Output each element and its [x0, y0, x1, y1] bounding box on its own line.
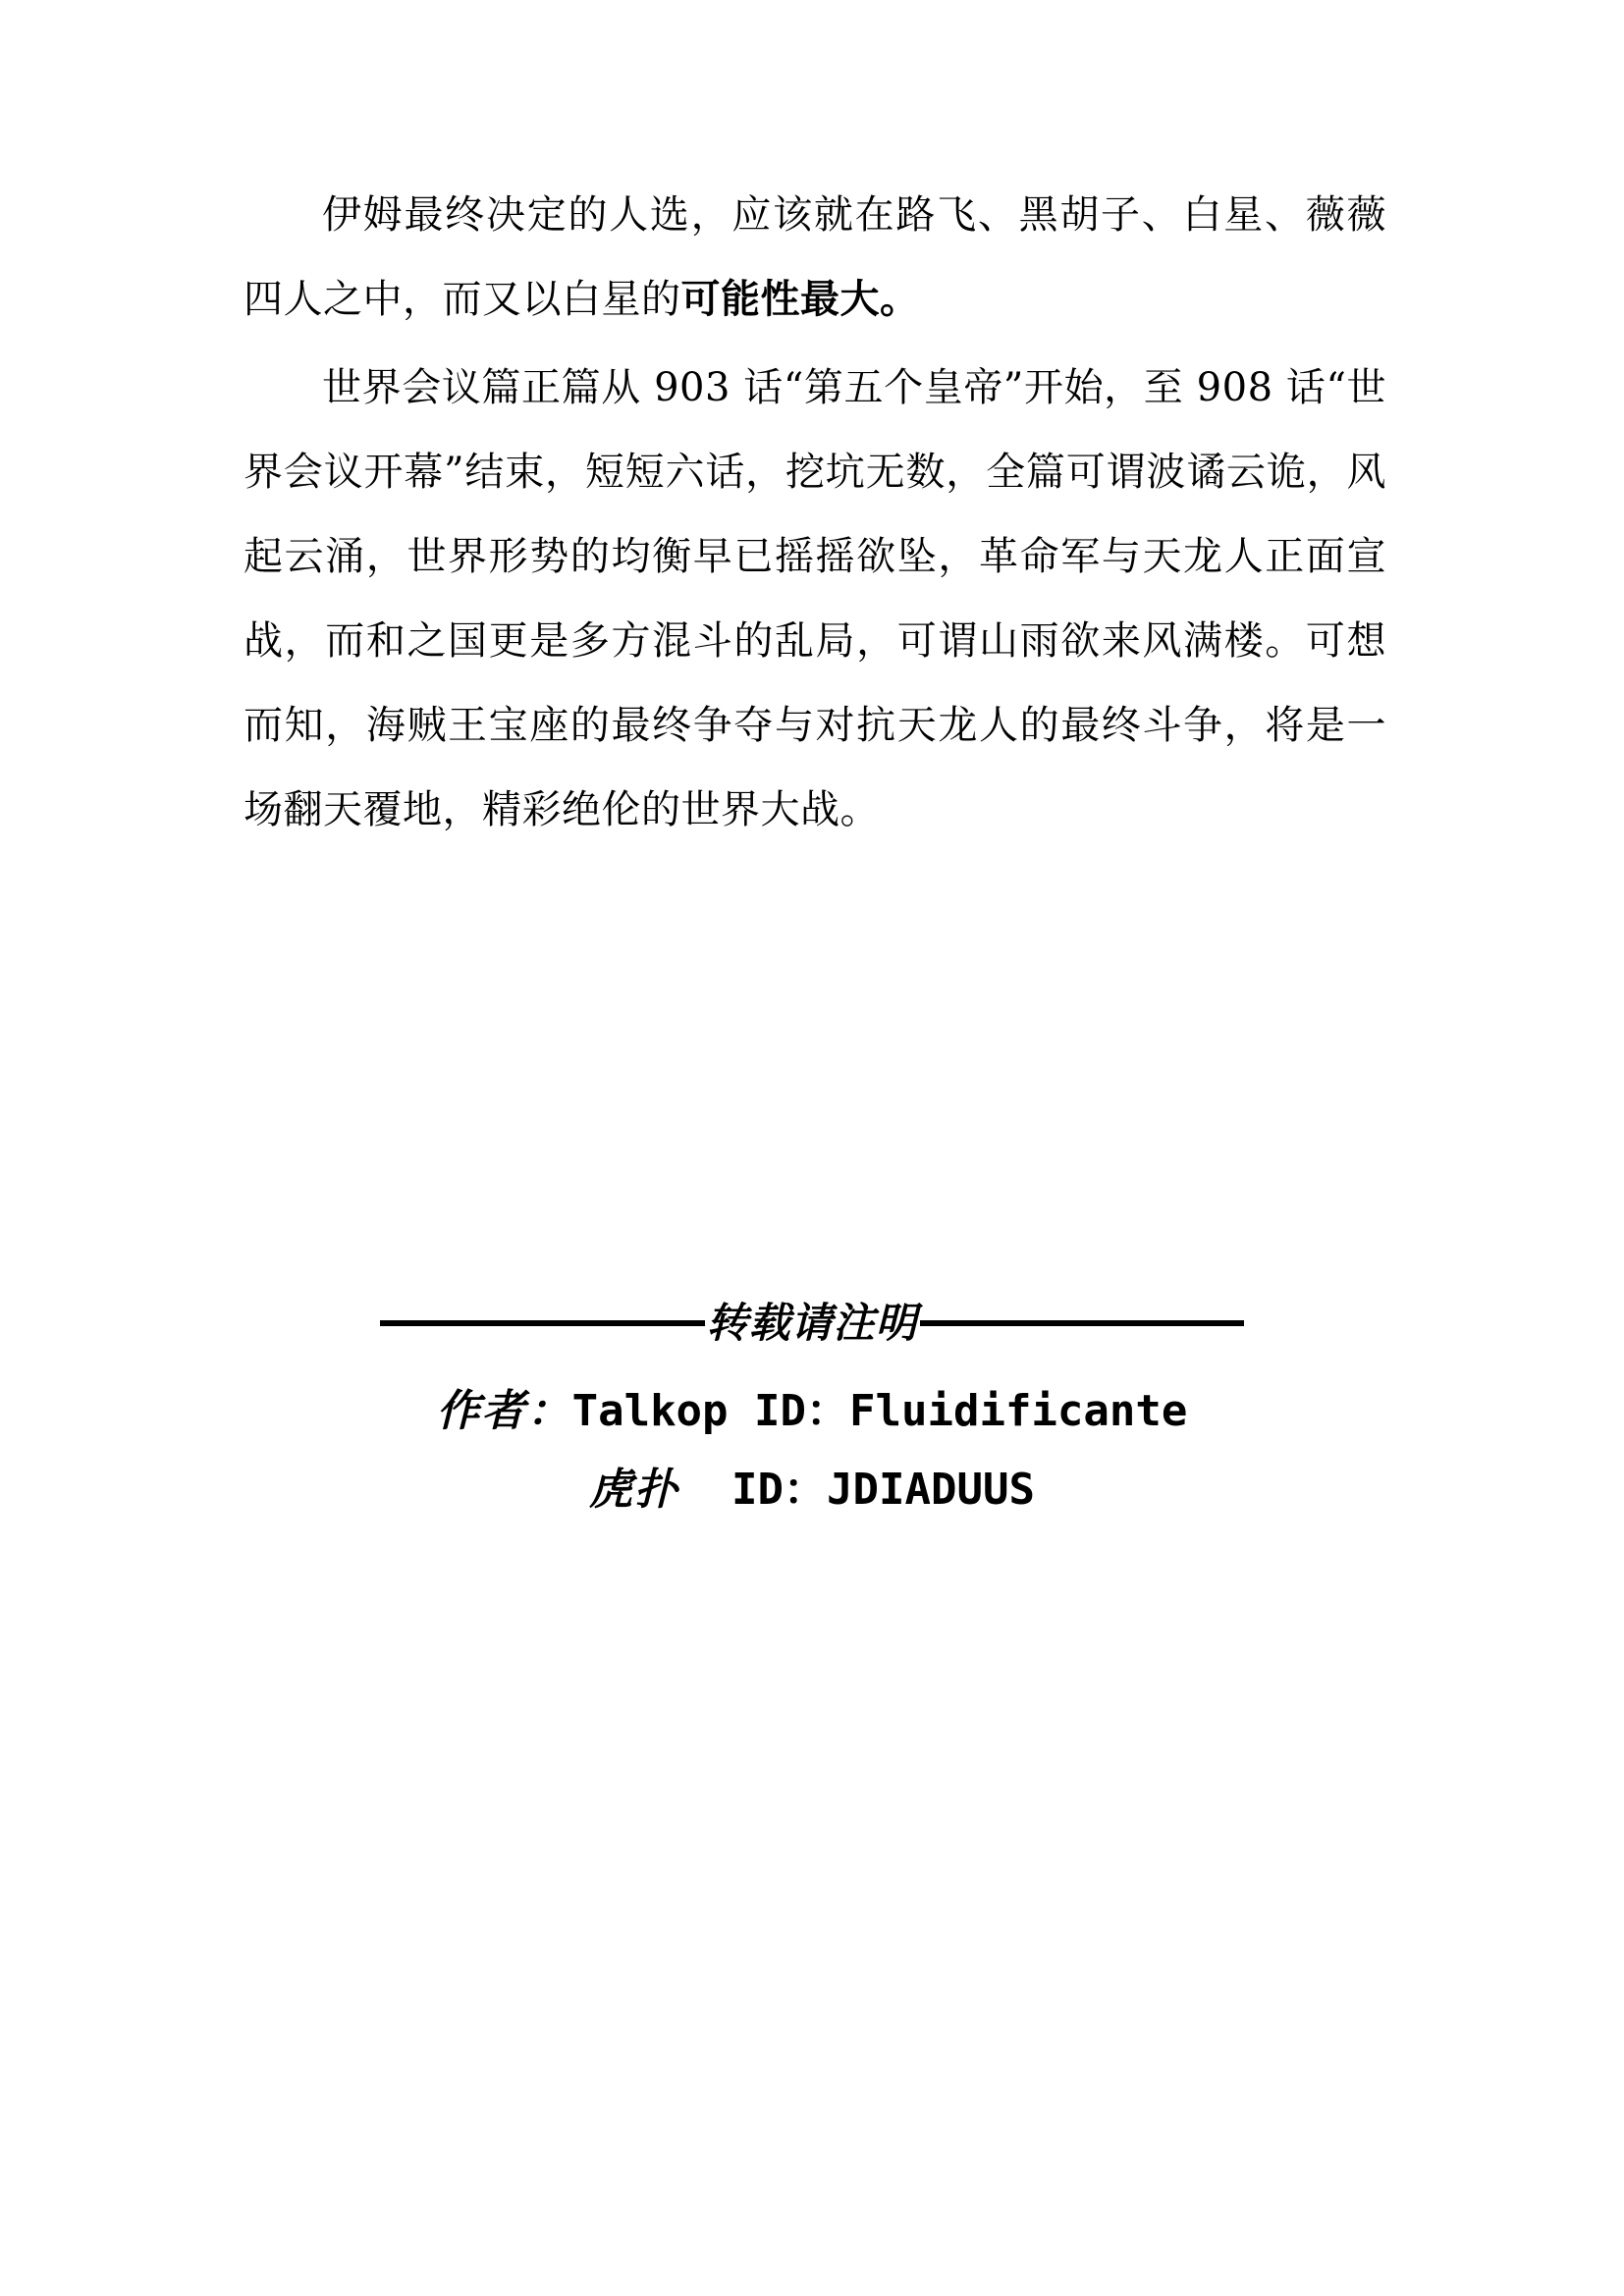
repost-notice-label: 转载请注明 [706, 1299, 918, 1347]
body-text-block [244, 173, 1386, 856]
divider-rule-left [380, 1320, 705, 1326]
paragraph-2 [244, 346, 1386, 852]
repost-notice-divider [380, 1294, 1244, 1353]
paragraph-2-run-normal: 世界会议篇正篇从 903 话“第五个皇帝”开始，至 908 话“世界会议开幕”结束，短短六话，挖坑无数，全篇可谓波谲云诡，风起云涌，世界形势的均衡早已摇摇欲坠，革命军与天龙人正面宣战，而和之国更是多方混斗的乱局，可谓山雨欲来风满楼。可想而知，海贼王宝座的最终争夺与对抗天龙人的最终斗争，将是一场翻天覆地，精彩绝伦的世界大战。 [244, 365, 1386, 832]
site-line [0, 1453, 1624, 1527]
author-line-label: 作者： [436, 1386, 572, 1436]
paragraph-1-run-bold: 可能性最大。 [680, 276, 920, 322]
site-line-label: 虎扑 [589, 1465, 680, 1515]
paragraph-1 [244, 173, 1386, 342]
paragraph-1-run-normal: 伊姆最终决定的人选，应该就在路飞、黑胡子、白星、薇薇四人之中，而又以白星的 [244, 192, 1386, 322]
footer-signature-block [0, 1294, 1624, 1527]
divider-rule-right [920, 1320, 1245, 1326]
author-line-value: Talkop ID：Fluidificante [571, 1386, 1188, 1436]
author-line [0, 1374, 1624, 1449]
site-line-value: ID：JDIADUUS [679, 1465, 1035, 1515]
